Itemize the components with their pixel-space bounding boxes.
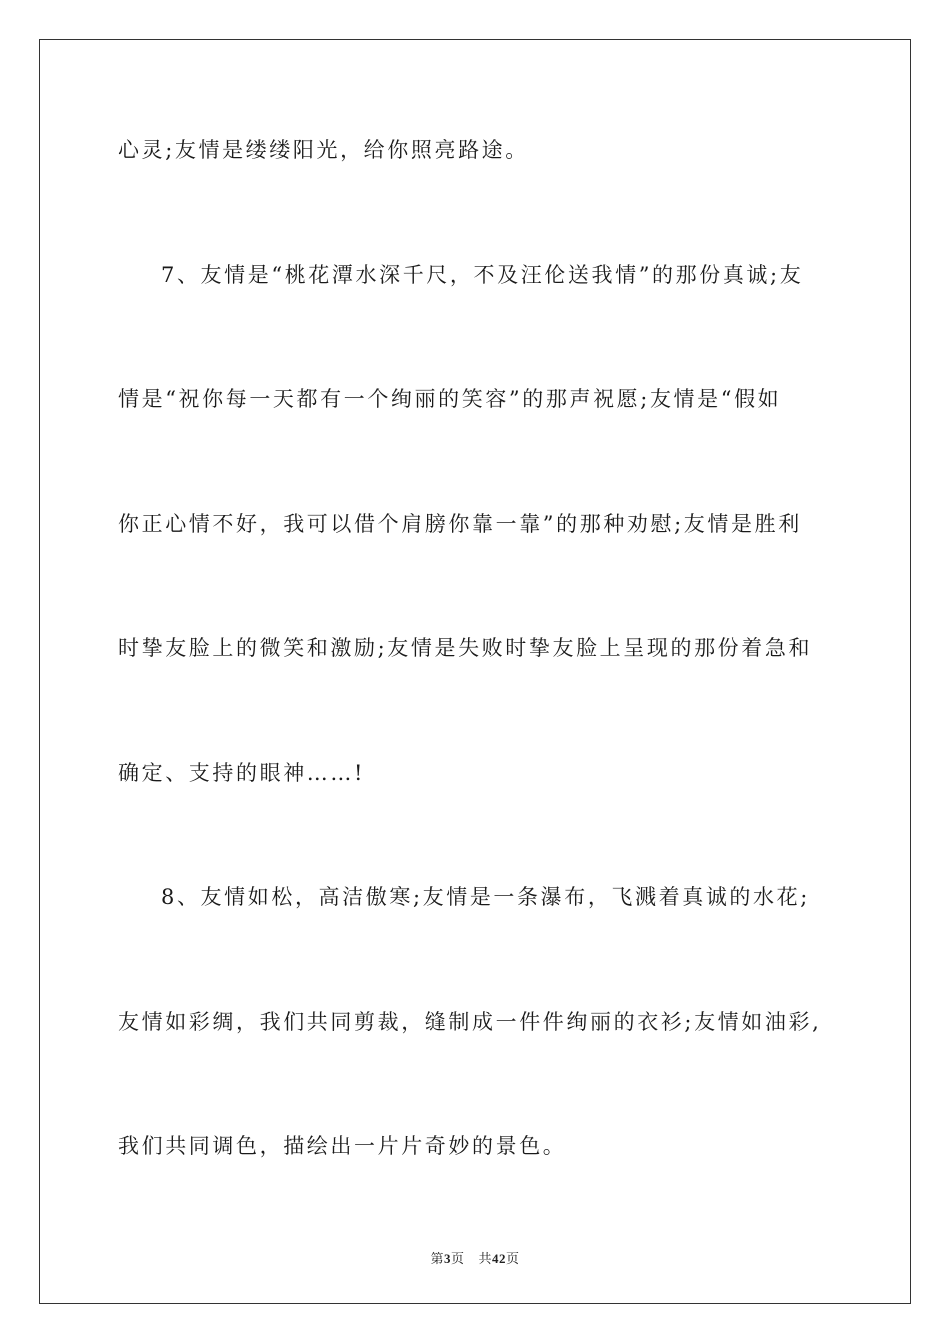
total-suffix: 页 [506,1252,520,1267]
text-line: 友情如彩绸，我们共同剪裁，缝制成一件件绚丽的衣衫;友情如油彩, [118,1010,822,1034]
total-prefix: 共 [478,1252,493,1267]
text-line-paragraph-7: 7、友情是“桃花潭水深千尺，不及汪伦送我情”的那份真诚;友 [161,263,804,287]
page-number: 3 [443,1251,451,1266]
text-line: 你正心情不好，我可以借个肩膀你靠一靠”的那种劝慰;友情是胜利 [118,512,802,536]
text-line: 心灵;友情是缕缕阳光，给你照亮路途。 [118,138,529,162]
page-border [39,39,911,1304]
total-pages: 42 [492,1251,507,1266]
text-line: 确定、支持的眼神……! [118,761,366,785]
text-line: 时挚友脸上的微笑和激励;友情是失败时挚友脸上呈现的那份着急和 [118,636,813,660]
page-footer [0,1248,950,1267]
page-suffix: 页 [450,1252,465,1267]
page-prefix: 第 [430,1252,444,1267]
text-line-paragraph-8: 8、友情如松，高洁傲寒;友情是一条瀑布，飞溅着真诚的水花; [161,885,810,909]
text-line: 我们共同调色，描绘出一片片奇妙的景色。 [118,1134,567,1158]
text-line: 情是“祝你每一天都有一个绚丽的笑容”的那声祝愿;友情是“假如 [118,387,782,411]
